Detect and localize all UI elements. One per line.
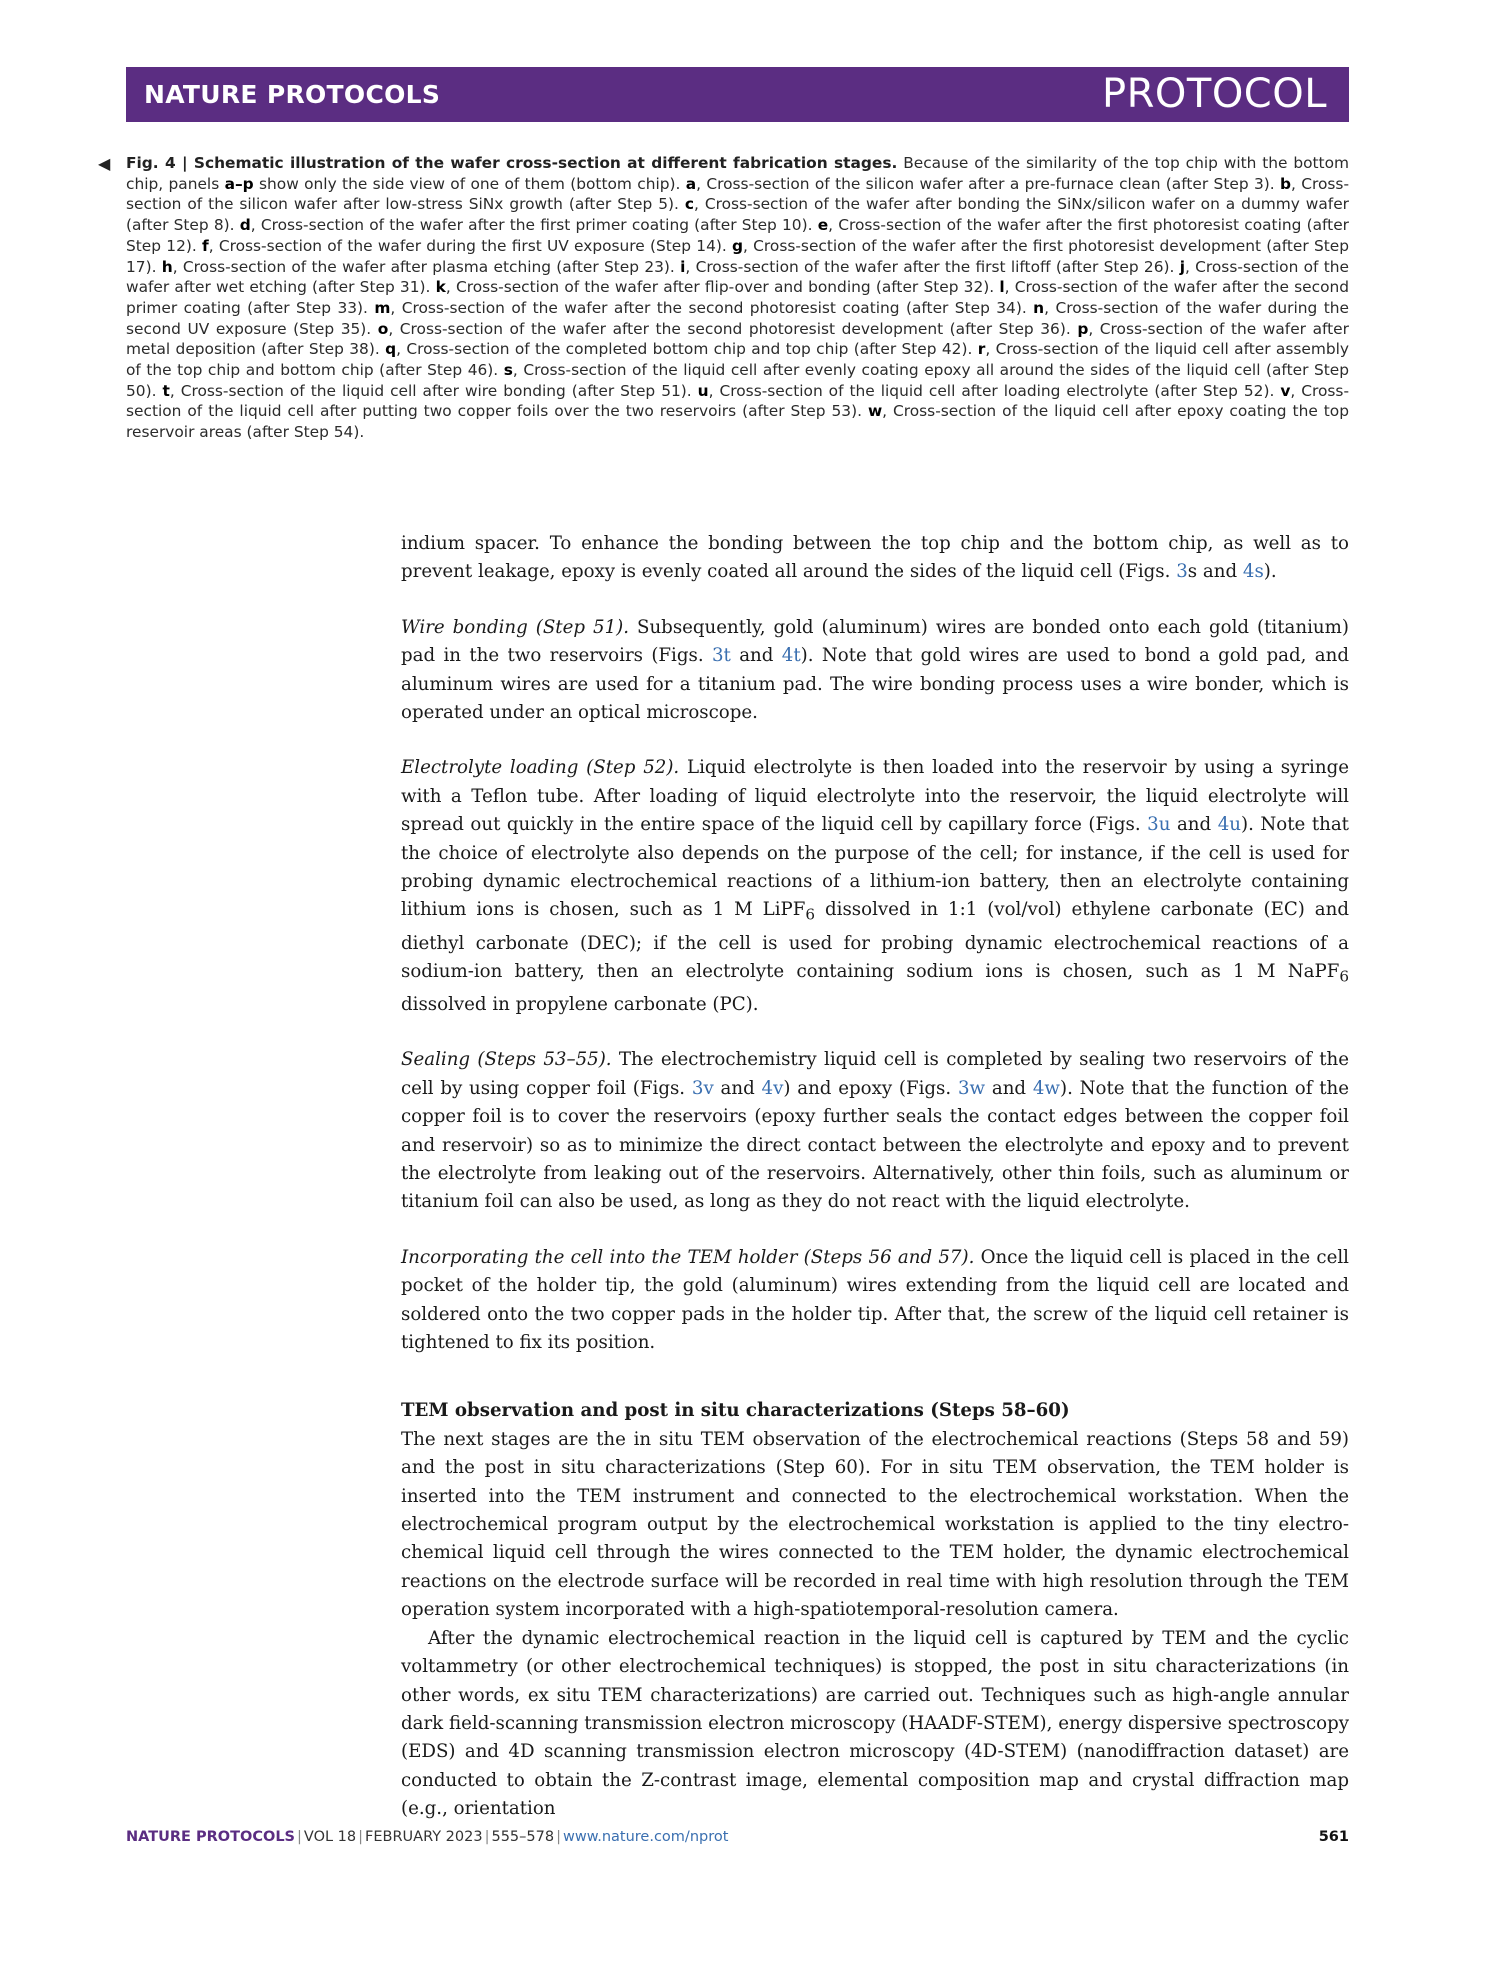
panel-label: f [202, 236, 209, 255]
paragraph: After the dynamic electrochemical reaction in the liquid cell is captured by TEM and the cyclic voltammetry (or other electrochemical techniques) is stopped, the post in situ characterizations (in other words, ex situ TEM characterizations) are carried out. Techniques such as high-angle annular dark field-scanning transmission electron microscopy (HAADF-STEM), energy dispersive spectroscopy (EDS) and 4D scanning transmission electron microscopy (4D-STEM) (nanodiffraction dataset) are conducted to obtain the Z-contrast image, elemental composition map and crystal diffraction map (e.g., orientation [401, 1627, 1349, 1820]
panel-label: g [732, 236, 744, 255]
panel-description: , Cross-section of the wafer after plasma etching (after Step 23). [172, 257, 681, 276]
panel-label: d [239, 216, 251, 235]
panel-description: , Cross-section of the wafer after the first photoresist development (after Step 17). [126, 236, 1349, 276]
figure-link[interactable]: 3v [691, 1077, 714, 1099]
panel-label: r [977, 340, 986, 359]
panel-range: a–p [224, 174, 254, 193]
paragraph: The next stages are the in situ TEM observation of the electrochemical reactions (Steps 58 and 59) and the post in situ characterizations (Step 60). For in situ TEM observation, the TEM holder is inserted into the TEM instrument and connected to the electrochemical workstation. When the electrochemical program output by the electrochemical workstation is applied to the tiny electrochemical liquid cell through the wires connected to the TEM holder, the dynamic electrochemical reactions on the electrode surface will be recorded in real time with high resolution through the TEM operation system incorporated with a high-spatiotemporal-resolution camera. [401, 1428, 1349, 1621]
panel-label: m [374, 298, 391, 317]
section-heading: TEM observation and post in situ characterizations (Steps 58–60) [401, 1400, 1070, 1422]
panel-description: , Cross-section of the wafer during the first UV exposure (Step 14). [208, 236, 733, 255]
figure-link[interactable]: 4w [1032, 1077, 1060, 1099]
paragraph: Sealing (Steps 53–55). The electrochemistry liquid cell is completed by sealing two reservoirs of the cell by using copper foil (Figs. 3v and 4v) and epoxy (Figs. 3w and 4w). Note that the function of the copper foil is to cover the reservoirs (epoxy further seals the contact edges between the copper foil and reservoir) so as to minimize the direct contact between the electrolyte and epoxy and to prevent the electrolyte from leaking out of the reservoirs. Alternatively, other thin foils, such as aluminum or titanium foil can also be used, as long as they do not react with the liquid electrolyte. [401, 1049, 1350, 1213]
panel-label: p [1077, 319, 1089, 338]
panel-label: l [999, 278, 1005, 297]
panel-description: , Cross-section of the wafer after the first liftoff (after Step 26). [685, 257, 1180, 276]
footer-date: FEBRUARY 2023 [365, 1829, 483, 1845]
panel-description: , Cross-section of the completed bottom chip and top chip (after Step 42). [396, 340, 978, 359]
footer-url[interactable]: www.nature.com/nprot [562, 1829, 729, 1845]
figure-link[interactable]: 3 [1176, 561, 1188, 583]
caption-arrow-icon: ◀ [98, 154, 111, 173]
footer-pages: 555–578 [491, 1829, 555, 1845]
panel-description: , Cross-section of the liquid cell after assembly of the top chip and bottom chip (after Step 46). [126, 340, 1350, 380]
figure-link[interactable]: 4u [1217, 814, 1241, 836]
panel-label: h [161, 257, 173, 276]
article-type: PROTOCOL [1101, 71, 1327, 117]
panel-description: , Cross-section of the liquid cell after epoxy coating the top reservoir areas (after Step 54). [126, 402, 1349, 442]
panel-description: , Cross-section of the wafer after wet etching (after Step 31). [126, 257, 1349, 297]
panel-description: , Cross-section of the wafer after metal deposition (after Step 38). [126, 319, 1349, 359]
panel-label: u [697, 381, 709, 400]
footer-journal: NATURE PROTOCOLS [126, 1829, 296, 1845]
panel-label: i [680, 257, 686, 276]
panel-label: q [385, 340, 397, 359]
panel-label: a [685, 174, 697, 193]
page-footer: NATURE PROTOCOLS | VOL 18 | FEBRUARY 2023 | 555–578 | www.nature.com/nprot 561 [126, 1829, 1349, 1845]
paragraph: Electrolyte loading (Step 52). Liquid electrolyte is then loaded into the reservoir by using a syringe with a Teflon tube. After loading of liquid electrolyte into the reservoir, the liquid electrolyte will spread out quickly in the entire space of the liquid cell by capillary force (Figs. 3u and 4u). Note that the choice of electrolyte also depends on the purpose of the cell; for instance, if the cell is used for probing dynamic electrochemical reactions of a lithium-ion battery, then an electrolyte containing lithium ions is chosen, such as 1 M LiPF$_6$ dissolved in 1:1 (vol/vol) ethylene carbonate (EC) and diethyl carbonate (DEC); if the cell is used for probing dynamic electrochemical reactions of a sodium-ion battery, then an electrolyte containing sodium ions is chosen, such as 1 M NaPF$_6$ dissolved in propylene carbonate (PC). [401, 757, 1349, 1015]
figure-link[interactable]: 4s [1242, 561, 1264, 583]
panel-description: , Cross-section of the wafer during the second UV exposure (Step 35). [126, 298, 1349, 338]
panel-label: c [684, 195, 694, 214]
paragraph: Wire bonding (Step 51). Subsequently, gold (aluminum) wires are bonded onto each gold (titanium) pad in the two reservoirs (Figs. 3t and 4t). Note that gold wires are used to bond a gold pad, and aluminum wires are used for a titanium pad. The wire bonding process uses a wire bonder, which is operated under an optical microscope. [401, 616, 1349, 724]
panel-description: , Cross-section of the wafer after the second photoresist development (after Step 36). [388, 319, 1078, 338]
panel-description: , Cross-section of the wafer after the first primer coating (after Step 10). [250, 216, 818, 235]
figure-link[interactable]: 3u [1147, 814, 1171, 836]
panel-description: , Cross-section of the wafer after the first photoresist coating (after Step 12). [126, 216, 1349, 255]
panel-description: , Cross-section of the silicon wafer after a pre-furnace clean (after Step 3). [696, 174, 1280, 193]
panel-description: , Cross-section of the liquid cell after evenly coating epoxy all around the sides of the liquid cell (after Step 50). [126, 361, 1349, 400]
figure-link[interactable]: 4v [761, 1077, 784, 1099]
figure-link[interactable]: 3w [957, 1077, 986, 1099]
panel-description: , Cross-section of the wafer after bonding the SiNx/silicon wafer on a dummy wafer (after Step 8). [126, 195, 1349, 235]
panel-label: b [1279, 174, 1292, 193]
paragraph: indium spacer. To enhance the bonding between the top chip and the bottom chip, as well as to prevent leakage, epoxy is evenly coated all around the sides of the liquid cell (Figs. 3s and 4s). [401, 533, 1349, 583]
paragraph-lead: Electrolyte loading (Step 52). [401, 757, 680, 779]
panel-description: , Cross-section of the wafer after the second primer coating (after Step 33). [126, 278, 1350, 317]
panel-description: , Cross-section of the silicon wafer after low-stress SiNx growth (after Step 5). [126, 174, 1349, 214]
figure-link[interactable]: 4t [781, 645, 801, 667]
panel-label: w [867, 402, 883, 421]
body-text [401, 530, 1349, 1824]
journal-name: NATURE PROTOCOLS [144, 80, 441, 109]
caption-title: Fig. 4 | Schematic illustration of the wafer cross-section at different fabrication stages. [126, 154, 898, 172]
panel-list [126, 175, 1349, 441]
panel-label: j [1179, 257, 1185, 276]
panel-label: v [1280, 381, 1291, 400]
panel-description: , Cross-section of the wafer after the second photoresist coating (after Step 34). [390, 298, 1034, 317]
panel-label: n [1033, 298, 1045, 317]
panel-description: , Cross-section of the liquid cell after putting two copper foils over the two reservoirs (after Step 53). [126, 381, 1350, 421]
paragraph: Incorporating the cell into the TEM holder (Steps 56 and 57). Once the liquid cell is placed in the cell pocket of the holder tip, the gold (aluminum) wires extending from the liquid cell are located and soldered onto the two copper pads in the holder tip. After that, the screw of the liquid cell retainer is tightened to fix its position. [401, 1246, 1349, 1354]
footer-volume: VOL 18 [303, 1829, 357, 1845]
panel-label: e [817, 216, 829, 235]
panel-label: s [503, 361, 513, 380]
journal-banner [126, 67, 1349, 122]
paragraph-lead: Incorporating the cell into the TEM holder (Steps 56 and 57). [401, 1246, 975, 1268]
panel-label: k [435, 278, 446, 297]
panel-description: , Cross-section of the liquid cell after wire bonding (after Step 51). [169, 381, 698, 400]
figure-link[interactable]: 3t [711, 645, 731, 667]
figure-caption: ◀ Fig. 4 | Schematic illustration of the wafer cross-section at different fabrication stages. Because of the similarity of the top chip with the bottom chip, panels a–p show only the side view of one of them (bottom chip). a, Cross-section of the silicon wafer after a pre-furnace clean (after Step 3). b, Cross-section of the silicon wafer after low-stress SiNx growth (after Step 5). c, Cross-section of the wafer after bonding the SiNx/silicon wafer on a dummy wafer (after Step 8). d, Cross-section of the wafer after the first primer coating (after Step 10). e, Cross-section of the wafer after the first photoresist coating (after Step 12). f, Cross-section of the wafer during the first UV exposure (Step 14). g, Cross-section of the wafer after the first photoresist development (after Step 17). h, Cross-section of the wafer after plasma etching (after Step 23). i, Cross-section of the wafer after the first liftoff (after Step 26). j, Cross-section of the wafer after wet etching (after Step 31). k, Cross-section of the wafer after flip-over and bonding (after Step 32). l, Cross-section of the wafer after the second primer coating (after Step 33). m, Cross-section of the wafer after the second photoresist coating (after Step 34). n, Cross-section of the wafer during the second UV exposure (Step 35). o, Cross-section of the wafer after the second photoresist development (after Step 36). p, Cross-section of the wafer after metal deposition (after Step 38). q, Cross-section of the completed bottom chip and top chip (after Step 42). r, Cross-section of the liquid cell after assembly of the top chip and bottom chip (after Step 46). s, Cross-section of the liquid cell after evenly coating epoxy all around the sides of the liquid cell (after Step 50). t, Cross-section of the liquid cell after wire bonding (after Step 51). u, Cross-section of the liquid cell after loading electrolyte (after Step 52). v, Cross-section of the liquid cell after putting two copper foils over the two reservoirs (after Step 53). w, Cross-section of the liquid cell after epoxy coating the top reservoir areas (after Step 54). [98, 154, 1350, 442]
panel-label: o [377, 319, 389, 338]
panel-description: , Cross-section of the wafer after flip-over and bonding (after Step 32). [445, 278, 1000, 297]
paragraph-lead: Wire bonding (Step 51). [401, 616, 630, 638]
panel-description: , Cross-section of the liquid cell after loading electrolyte (after Step 52). [708, 381, 1281, 400]
page-number: 561 [1318, 1829, 1349, 1845]
paragraph-lead: Sealing (Steps 53–55). [401, 1049, 612, 1071]
panel-label: t [162, 381, 170, 400]
